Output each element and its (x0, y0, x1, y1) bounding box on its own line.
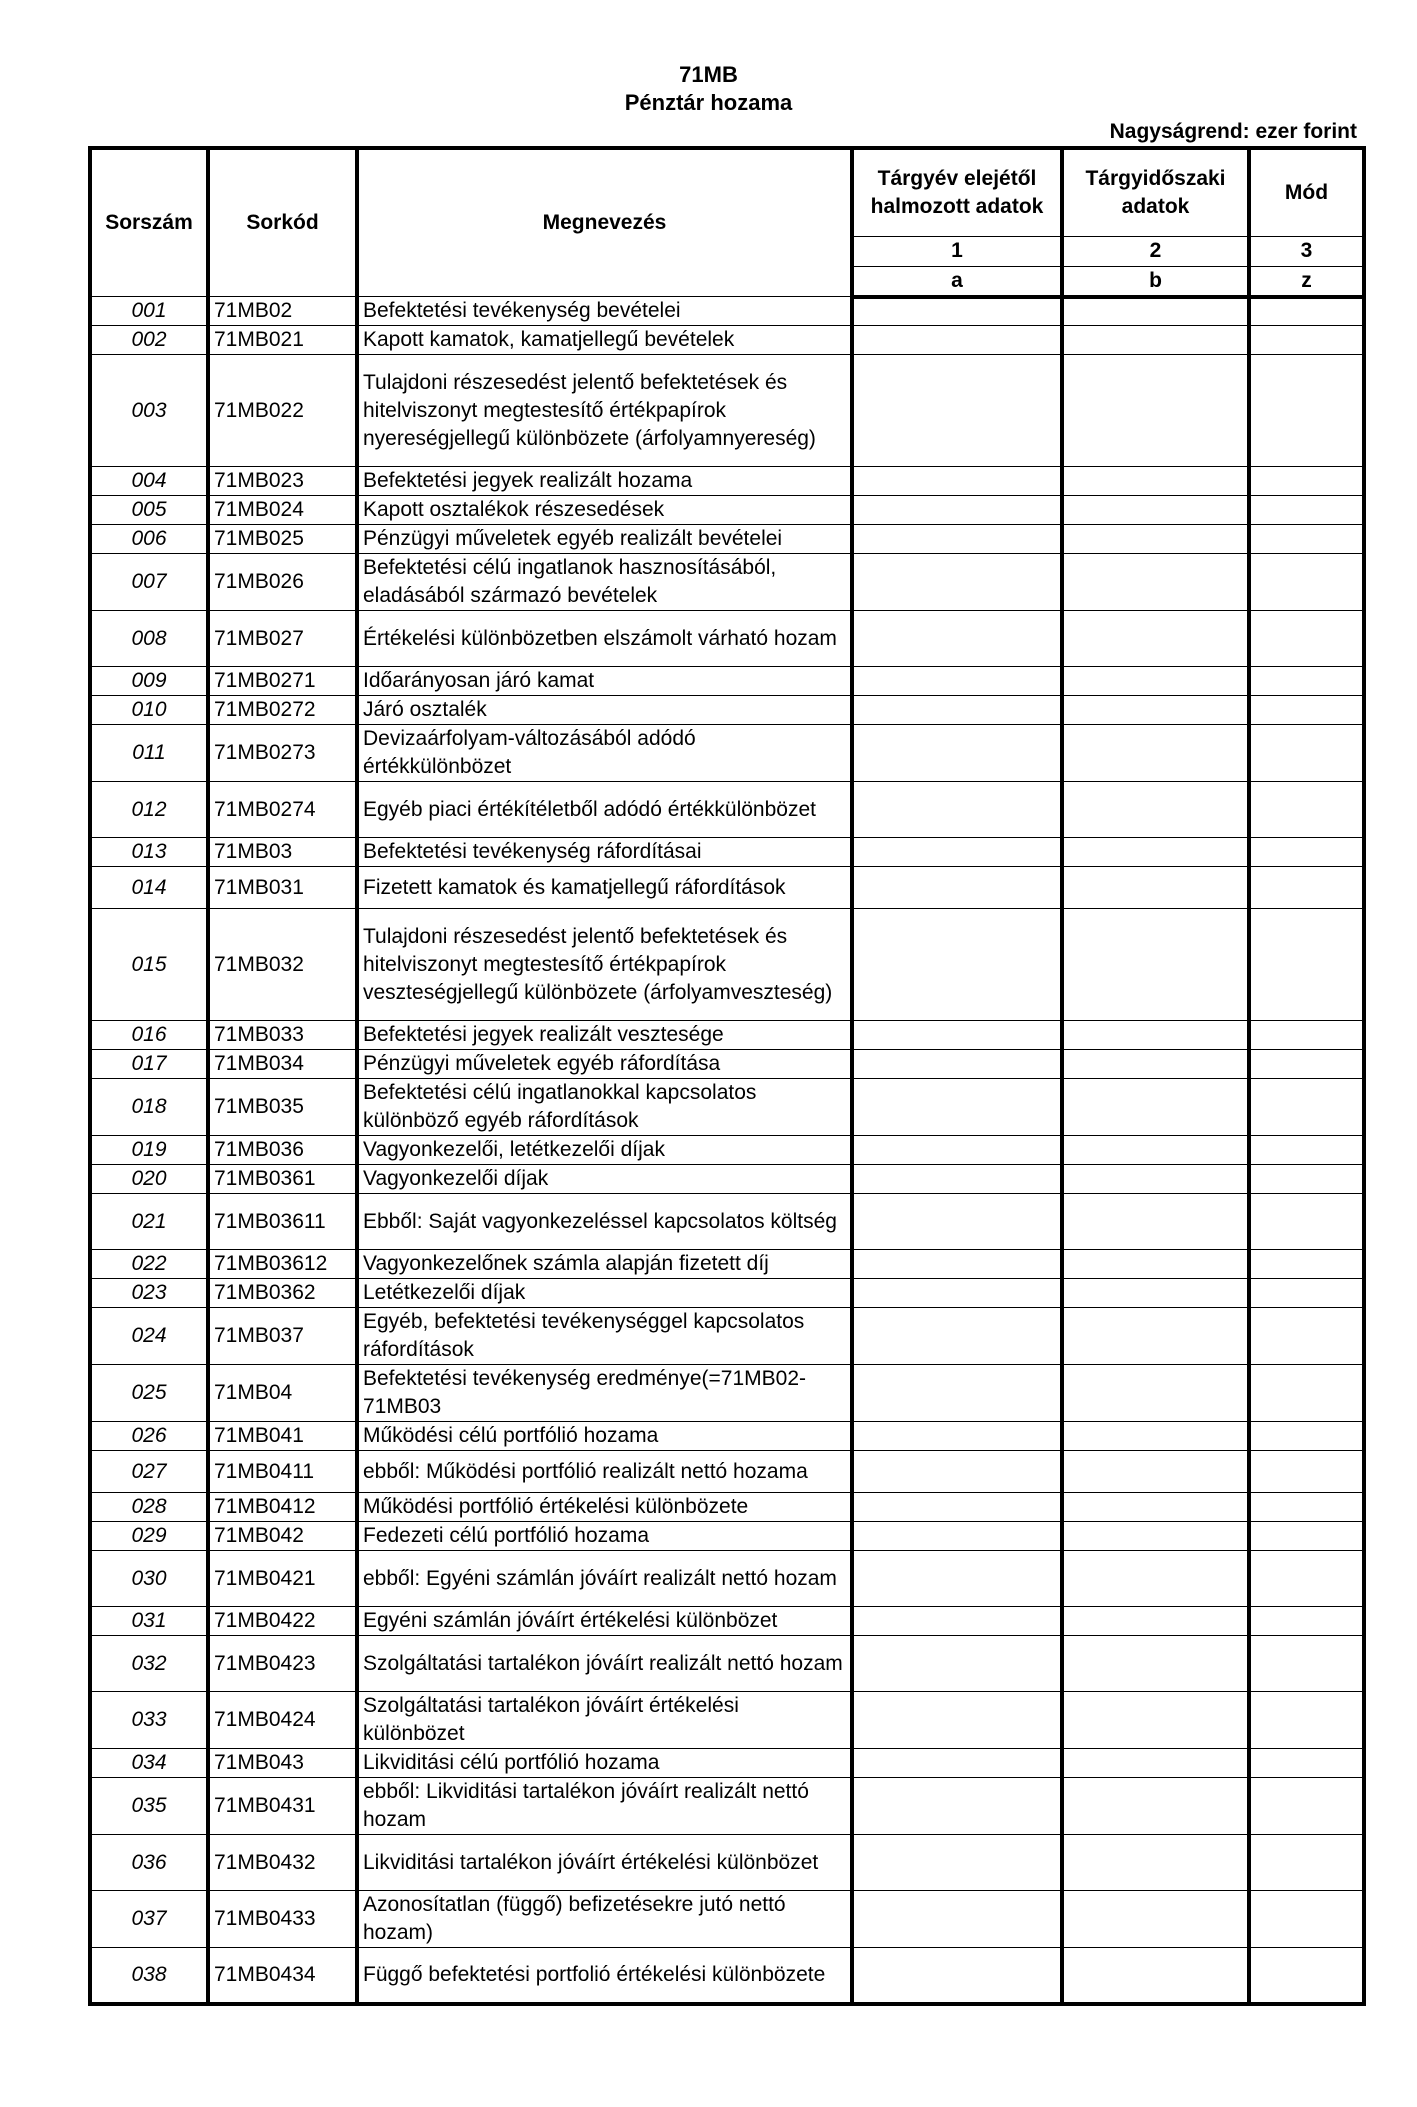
value-cell-b[interactable] (1062, 1079, 1249, 1136)
row-code: 71MB03611 (208, 1194, 357, 1250)
row-description: Tulajdoni részesedést jelentő befektetések és hitelviszonyt megtestesítő értékpapírok veszteségjellegű különbözete (árfolyamveszteség) (357, 909, 852, 1021)
value-cell-b[interactable] (1062, 1948, 1249, 2004)
header-num-b: 2 (1062, 236, 1249, 266)
value-cell-a[interactable] (852, 1493, 1062, 1522)
row-description: Működési portfólió értékelési különbözete (357, 1493, 852, 1522)
header-sorkod: Sorkód (208, 148, 357, 297)
value-cell-z[interactable] (1249, 1778, 1364, 1835)
row-code: 71MB0423 (208, 1636, 357, 1692)
row-number: 005 (90, 496, 208, 525)
header-megnevezes: Megnevezés (357, 148, 852, 297)
value-cell-z[interactable] (1249, 1692, 1364, 1749)
row-number: 018 (90, 1079, 208, 1136)
value-cell-z[interactable] (1249, 1551, 1364, 1607)
value-cell-b[interactable] (1062, 525, 1249, 554)
value-cell-a[interactable] (852, 1279, 1062, 1308)
table-row (90, 1279, 1364, 1308)
table-row (90, 1778, 1364, 1835)
row-code: 71MB033 (208, 1021, 357, 1050)
header-num-z: 3 (1249, 236, 1364, 266)
value-cell-z[interactable] (1249, 1422, 1364, 1451)
row-description: Ebből: Saját vagyonkezeléssel kapcsolatos költség (357, 1194, 852, 1250)
value-cell-z[interactable] (1249, 1165, 1364, 1194)
value-cell-b[interactable] (1062, 1522, 1249, 1551)
row-description: Fedezeti célú portfólió hozama (357, 1522, 852, 1551)
row-code: 71MB0361 (208, 1165, 357, 1194)
row-description: Fizetett kamatok és kamatjellegű ráfordítások (357, 867, 852, 909)
value-cell-b[interactable] (1062, 838, 1249, 867)
row-number: 034 (90, 1749, 208, 1778)
row-number: 009 (90, 667, 208, 696)
table-row (90, 867, 1364, 909)
row-description: Pénzügyi műveletek egyéb realizált bevételei (357, 525, 852, 554)
row-code: 71MB035 (208, 1079, 357, 1136)
value-cell-b[interactable] (1062, 909, 1249, 1021)
value-cell-z[interactable] (1249, 867, 1364, 909)
value-cell-b[interactable] (1062, 1551, 1249, 1607)
table-row (90, 1749, 1364, 1778)
value-cell-b[interactable] (1062, 496, 1249, 525)
row-description: Likviditási tartalékon jóváírt értékelési különbözet (357, 1835, 852, 1891)
value-cell-a[interactable] (852, 1165, 1062, 1194)
row-number: 031 (90, 1607, 208, 1636)
row-code: 71MB0434 (208, 1948, 357, 2004)
table-row (90, 1021, 1364, 1050)
value-cell-z[interactable] (1249, 1021, 1364, 1050)
value-cell-b[interactable] (1062, 554, 1249, 611)
value-cell-z[interactable] (1249, 1365, 1364, 1422)
value-cell-b[interactable] (1062, 1891, 1249, 1948)
value-cell-a[interactable] (852, 1365, 1062, 1422)
row-code: 71MB03 (208, 838, 357, 867)
row-description: Időarányosan járó kamat (357, 667, 852, 696)
row-description: ebből: Egyéni számlán jóváírt realizált nettó hozam (357, 1551, 852, 1607)
value-cell-a[interactable] (852, 1636, 1062, 1692)
table-row (90, 1692, 1364, 1749)
header-col-b: Tárgyidőszaki adatok (1062, 148, 1249, 236)
value-cell-z[interactable] (1249, 909, 1364, 1021)
row-code: 71MB0273 (208, 725, 357, 782)
row-code: 71MB0362 (208, 1279, 357, 1308)
table-row (90, 611, 1364, 667)
value-cell-b[interactable] (1062, 667, 1249, 696)
value-cell-b[interactable] (1062, 1250, 1249, 1279)
table-row (90, 667, 1364, 696)
value-cell-b[interactable] (1062, 1194, 1249, 1250)
row-code: 71MB0433 (208, 1891, 357, 1948)
value-cell-a[interactable] (852, 838, 1062, 867)
value-cell-a[interactable] (852, 1050, 1062, 1079)
header-num-a: 1 (852, 236, 1062, 266)
table-row (90, 1835, 1364, 1891)
row-code: 71MB034 (208, 1050, 357, 1079)
table-row (90, 1136, 1364, 1165)
value-cell-z[interactable] (1249, 1835, 1364, 1891)
table-row (90, 1050, 1364, 1079)
row-code: 71MB027 (208, 611, 357, 667)
value-cell-a[interactable] (852, 667, 1062, 696)
value-cell-a[interactable] (852, 696, 1062, 725)
row-description: Vagyonkezelői díjak (357, 1165, 852, 1194)
value-cell-a[interactable] (852, 782, 1062, 838)
table-row (90, 782, 1364, 838)
value-cell-z[interactable] (1249, 1050, 1364, 1079)
table-row (90, 467, 1364, 496)
header-col-a: Tárgyév elejétől halmozott adatok (852, 148, 1062, 236)
row-code: 71MB026 (208, 554, 357, 611)
row-number: 025 (90, 1365, 208, 1422)
value-cell-a[interactable] (852, 1692, 1062, 1749)
table-row (90, 696, 1364, 725)
row-number: 021 (90, 1194, 208, 1250)
table-row (90, 838, 1364, 867)
row-number: 013 (90, 838, 208, 867)
row-number: 019 (90, 1136, 208, 1165)
value-cell-a[interactable] (852, 326, 1062, 355)
value-cell-a[interactable] (852, 1551, 1062, 1607)
row-code: 71MB03612 (208, 1250, 357, 1279)
value-cell-z[interactable] (1249, 838, 1364, 867)
value-cell-z[interactable] (1249, 1749, 1364, 1778)
value-cell-z[interactable] (1249, 1451, 1364, 1493)
row-description: Szolgáltatási tartalékon jóváírt realizált nettó hozam (357, 1636, 852, 1692)
report-table (88, 146, 1366, 2006)
table-row (90, 1948, 1364, 2004)
value-cell-z[interactable] (1249, 326, 1364, 355)
table-row (90, 1165, 1364, 1194)
row-code: 71MB031 (208, 867, 357, 909)
row-number: 035 (90, 1778, 208, 1835)
value-cell-a[interactable] (852, 867, 1062, 909)
table-row (90, 1607, 1364, 1636)
header-let-a: a (852, 266, 1062, 297)
value-cell-z[interactable] (1249, 525, 1364, 554)
row-number: 012 (90, 782, 208, 838)
row-number: 016 (90, 1021, 208, 1050)
value-cell-b[interactable] (1062, 467, 1249, 496)
table-row (90, 355, 1364, 467)
row-number: 003 (90, 355, 208, 467)
value-cell-z[interactable] (1249, 1636, 1364, 1692)
value-cell-b[interactable] (1062, 1422, 1249, 1451)
value-cell-z[interactable] (1249, 1948, 1364, 2004)
row-description: Vagyonkezelőnek számla alapján fizetett díj (357, 1250, 852, 1279)
value-cell-z[interactable] (1249, 725, 1364, 782)
value-cell-b[interactable] (1062, 611, 1249, 667)
value-cell-a[interactable] (852, 496, 1062, 525)
row-number: 038 (90, 1948, 208, 2004)
table-row (90, 909, 1364, 1021)
row-number: 032 (90, 1636, 208, 1692)
table-row (90, 725, 1364, 782)
table-row (90, 1636, 1364, 1692)
row-description: Járó osztalék (357, 696, 852, 725)
table-row (90, 525, 1364, 554)
value-cell-b[interactable] (1062, 725, 1249, 782)
row-description: Működési célú portfólió hozama (357, 1422, 852, 1451)
row-number: 017 (90, 1050, 208, 1079)
row-code: 71MB0424 (208, 1692, 357, 1749)
row-description: Befektetési célú ingatlanokkal kapcsolatos különböző egyéb ráfordítások (357, 1079, 852, 1136)
table-row (90, 1493, 1364, 1522)
row-code: 71MB042 (208, 1522, 357, 1551)
header-sorszam: Sorszám (90, 148, 208, 297)
row-description: ebből: Likviditási tartalékon jóváírt realizált nettó hozam (357, 1778, 852, 1835)
value-cell-a[interactable] (852, 355, 1062, 467)
row-description: Befektetési tevékenység eredménye(=71MB02-71MB03 (357, 1365, 852, 1422)
value-cell-z[interactable] (1249, 1279, 1364, 1308)
value-cell-b[interactable] (1062, 297, 1249, 326)
table-row (90, 1308, 1364, 1365)
form-code: 71MB (679, 62, 738, 87)
table-row (90, 1250, 1364, 1279)
value-cell-a[interactable] (852, 1136, 1062, 1165)
row-number: 020 (90, 1165, 208, 1194)
header-let-b: b (1062, 266, 1249, 297)
value-cell-a[interactable] (852, 725, 1062, 782)
value-cell-a[interactable] (852, 525, 1062, 554)
row-number: 023 (90, 1279, 208, 1308)
value-cell-b[interactable] (1062, 326, 1249, 355)
value-cell-a[interactable] (852, 1451, 1062, 1493)
value-cell-a[interactable] (852, 1250, 1062, 1279)
row-description: Értékelési különbözetben elszámolt várható hozam (357, 611, 852, 667)
value-cell-b[interactable] (1062, 355, 1249, 467)
value-cell-b[interactable] (1062, 1165, 1249, 1194)
value-cell-a[interactable] (852, 1021, 1062, 1050)
value-cell-z[interactable] (1249, 1493, 1364, 1522)
value-cell-b[interactable] (1062, 1136, 1249, 1165)
row-code: 71MB0274 (208, 782, 357, 838)
value-cell-b[interactable] (1062, 1308, 1249, 1365)
value-cell-a[interactable] (852, 909, 1062, 1021)
row-description: Likviditási célú portfólió hozama (357, 1749, 852, 1778)
row-code: 71MB023 (208, 467, 357, 496)
value-cell-z[interactable] (1249, 1522, 1364, 1551)
table-row (90, 1422, 1364, 1451)
value-cell-b[interactable] (1062, 1636, 1249, 1692)
value-cell-z[interactable] (1249, 611, 1364, 667)
value-cell-b[interactable] (1062, 1021, 1249, 1050)
value-cell-b[interactable] (1062, 696, 1249, 725)
unit-label: Nagyságrend: ezer forint (1109, 120, 1357, 143)
row-description: Befektetési tevékenység ráfordításai (357, 838, 852, 867)
value-cell-b[interactable] (1062, 1365, 1249, 1422)
value-cell-a[interactable] (852, 1194, 1062, 1250)
value-cell-z[interactable] (1249, 297, 1364, 326)
value-cell-z[interactable] (1249, 355, 1364, 467)
row-code: 71MB037 (208, 1308, 357, 1365)
row-code: 71MB036 (208, 1136, 357, 1165)
header-let-z: z (1249, 266, 1364, 297)
row-code: 71MB041 (208, 1422, 357, 1451)
value-cell-b[interactable] (1062, 1749, 1249, 1778)
value-cell-a[interactable] (852, 1607, 1062, 1636)
value-cell-b[interactable] (1062, 1279, 1249, 1308)
row-description: Egyéb, befektetési tevékenységgel kapcsolatos ráfordítások (357, 1308, 852, 1365)
row-number: 007 (90, 554, 208, 611)
row-description: Letétkezelői díjak (357, 1279, 852, 1308)
row-code: 71MB0431 (208, 1778, 357, 1835)
value-cell-a[interactable] (852, 1422, 1062, 1451)
row-description: Vagyonkezelői, letétkezelői díjak (357, 1136, 852, 1165)
row-number: 014 (90, 867, 208, 909)
row-description: Kapott osztalékok részesedések (357, 496, 852, 525)
table-row (90, 1194, 1364, 1250)
value-cell-z[interactable] (1249, 496, 1364, 525)
row-number: 037 (90, 1891, 208, 1948)
table-row (90, 554, 1364, 611)
table-row (90, 496, 1364, 525)
row-code: 71MB043 (208, 1749, 357, 1778)
row-number: 015 (90, 909, 208, 1021)
row-number: 011 (90, 725, 208, 782)
value-cell-a[interactable] (852, 1948, 1062, 2004)
row-number: 027 (90, 1451, 208, 1493)
value-cell-z[interactable] (1249, 1136, 1364, 1165)
row-description: Befektetési célú ingatlanok hasznosításából, eladásából származó bevételek (357, 554, 852, 611)
value-cell-a[interactable] (852, 1778, 1062, 1835)
row-number: 001 (90, 297, 208, 326)
row-code: 71MB0422 (208, 1607, 357, 1636)
value-cell-a[interactable] (852, 1308, 1062, 1365)
value-cell-b[interactable] (1062, 782, 1249, 838)
value-cell-z[interactable] (1249, 1607, 1364, 1636)
row-description: Azonosítatlan (függő) befizetésekre jutó nettó hozam) (357, 1891, 852, 1948)
row-description: ebből: Működési portfólió realizált nettó hozama (357, 1451, 852, 1493)
row-number: 028 (90, 1493, 208, 1522)
table-row (90, 1891, 1364, 1948)
value-cell-a[interactable] (852, 1891, 1062, 1948)
row-number: 029 (90, 1522, 208, 1551)
value-cell-b[interactable] (1062, 1607, 1249, 1636)
row-description: Kapott kamatok, kamatjellegű bevételek (357, 326, 852, 355)
row-code: 71MB0271 (208, 667, 357, 696)
value-cell-a[interactable] (852, 1079, 1062, 1136)
row-number: 008 (90, 611, 208, 667)
value-cell-b[interactable] (1062, 1835, 1249, 1891)
row-code: 71MB024 (208, 496, 357, 525)
row-description: Befektetési jegyek realizált hozama (357, 467, 852, 496)
table-row (90, 1451, 1364, 1493)
row-description: Befektetési tevékenység bevételei (357, 297, 852, 326)
value-cell-z[interactable] (1249, 782, 1364, 838)
row-number: 024 (90, 1308, 208, 1365)
table-row (90, 1551, 1364, 1607)
row-number: 022 (90, 1250, 208, 1279)
row-number: 036 (90, 1835, 208, 1891)
row-description: Pénzügyi műveletek egyéb ráfordítása (357, 1050, 852, 1079)
value-cell-a[interactable] (852, 554, 1062, 611)
row-description: Devizaárfolyam-változásából adódó értékkülönbözet (357, 725, 852, 782)
value-cell-a[interactable] (852, 1522, 1062, 1551)
value-cell-z[interactable] (1249, 667, 1364, 696)
value-cell-a[interactable] (852, 297, 1062, 326)
row-number: 006 (90, 525, 208, 554)
value-cell-z[interactable] (1249, 1079, 1364, 1136)
row-number: 002 (90, 326, 208, 355)
row-number: 033 (90, 1692, 208, 1749)
table-row (90, 1079, 1364, 1136)
row-number: 010 (90, 696, 208, 725)
row-code: 71MB0432 (208, 1835, 357, 1891)
table-row (90, 1365, 1364, 1422)
row-code: 71MB025 (208, 525, 357, 554)
value-cell-a[interactable] (852, 611, 1062, 667)
row-description: Szolgáltatási tartalékon jóváírt értékelési különbözet (357, 1692, 852, 1749)
value-cell-z[interactable] (1249, 554, 1364, 611)
row-code: 71MB0412 (208, 1493, 357, 1522)
row-code: 71MB0411 (208, 1451, 357, 1493)
row-code: 71MB0421 (208, 1551, 357, 1607)
form-title: Pénztár hozama (624, 90, 793, 115)
value-cell-z[interactable] (1249, 467, 1364, 496)
value-cell-z[interactable] (1249, 1194, 1364, 1250)
row-number: 004 (90, 467, 208, 496)
value-cell-b[interactable] (1062, 1778, 1249, 1835)
value-cell-a[interactable] (852, 467, 1062, 496)
header-col-z: Mód (1249, 148, 1364, 236)
row-code: 71MB021 (208, 326, 357, 355)
value-cell-b[interactable] (1062, 1493, 1249, 1522)
value-cell-b[interactable] (1062, 867, 1249, 909)
row-code: 71MB04 (208, 1365, 357, 1422)
row-code: 71MB022 (208, 355, 357, 467)
table-row (90, 326, 1364, 355)
row-description: Egyéb piaci értékítéletből adódó értékkülönbözet (357, 782, 852, 838)
value-cell-a[interactable] (852, 1835, 1062, 1891)
value-cell-b[interactable] (1062, 1692, 1249, 1749)
row-description: Egyéni számlán jóváírt értékelési különbözet (357, 1607, 852, 1636)
row-code: 71MB02 (208, 297, 357, 326)
table-row (90, 1522, 1364, 1551)
row-code: 71MB032 (208, 909, 357, 1021)
value-cell-z[interactable] (1249, 1308, 1364, 1365)
value-cell-z[interactable] (1249, 696, 1364, 725)
row-number: 030 (90, 1551, 208, 1607)
value-cell-z[interactable] (1249, 1250, 1364, 1279)
value-cell-b[interactable] (1062, 1050, 1249, 1079)
row-description: Befektetési jegyek realizált vesztesége (357, 1021, 852, 1050)
row-description: Függő befektetési portfolió értékelési különbözete (357, 1948, 852, 2004)
value-cell-z[interactable] (1249, 1891, 1364, 1948)
row-number: 026 (90, 1422, 208, 1451)
row-code: 71MB0272 (208, 696, 357, 725)
row-description: Tulajdoni részesedést jelentő befektetések és hitelviszonyt megtestesítő értékpapírok nyereségjellegű különbözete (árfolyamnyereség) (357, 355, 852, 467)
value-cell-b[interactable] (1062, 1451, 1249, 1493)
table-row (90, 297, 1364, 326)
value-cell-a[interactable] (852, 1749, 1062, 1778)
